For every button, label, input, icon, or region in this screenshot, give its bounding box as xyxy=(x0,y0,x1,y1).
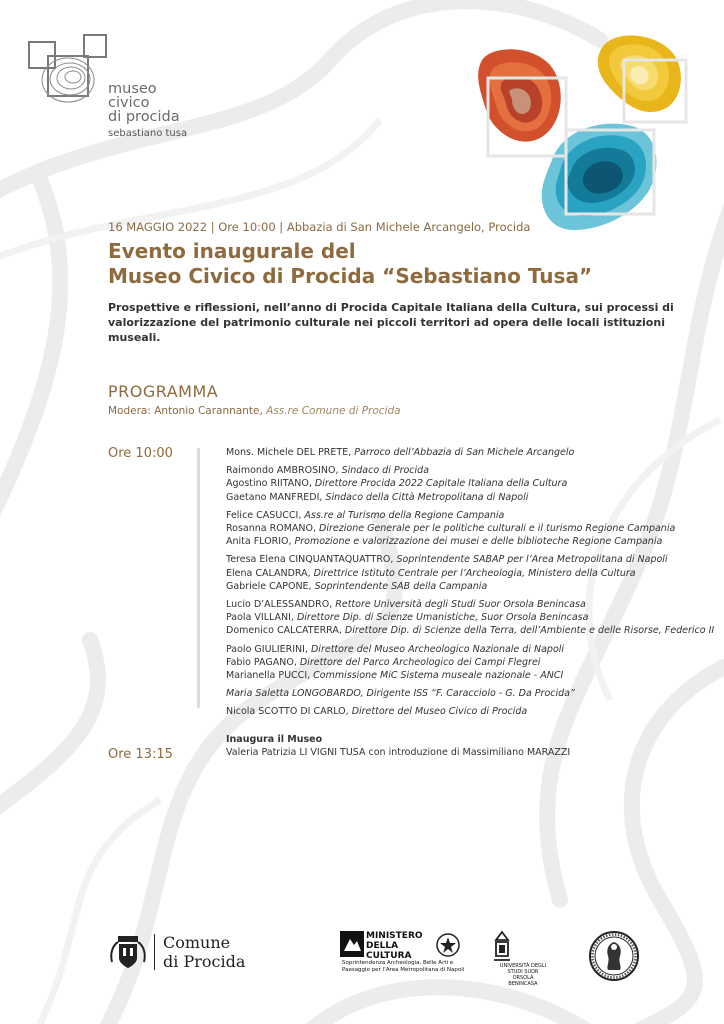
speaker-role: Sindaco della Città Metropolitana di Napoli xyxy=(325,491,529,503)
speaker-name: Fabio PAGANO, xyxy=(226,656,300,668)
speaker-role: Direttore Dip. di Scienze della Terra, dell’Ambiente e delle Risorse, Federico II xyxy=(344,625,715,637)
logo-line: di procida xyxy=(108,109,180,125)
timeline-divider xyxy=(197,448,200,708)
speaker-row xyxy=(226,656,706,669)
speaker-group xyxy=(226,643,706,683)
speaker-role: Direttrice Istituto Centrale per l’Archeologia, Ministero della Cultura xyxy=(313,567,636,579)
program-heading: PROGRAMMA xyxy=(108,382,219,401)
speaker-row xyxy=(226,509,706,522)
speaker-row xyxy=(226,464,706,477)
speaker-name: Paolo GIULIERINI, xyxy=(226,643,311,655)
speaker-name: Nicola SCOTTO DI CARLO, xyxy=(226,706,352,718)
ministero-line: DELLA xyxy=(366,941,399,951)
speaker-row xyxy=(226,522,706,535)
speaker-role: Promozione e valorizzazione dei musei e delle biblioteche Regione Campania xyxy=(294,536,663,548)
speaker-role: Direttore del Museo Civico di Procida xyxy=(351,706,528,718)
museum-logo-icon xyxy=(28,34,108,110)
speaker-group xyxy=(226,509,706,549)
speaker-row xyxy=(226,446,706,459)
speaker-role: Direzione Generale per le politiche culturali e il turismo Regione Campania xyxy=(319,523,676,535)
speaker-name: Anita FLORIO, xyxy=(226,536,295,548)
comune-logo-text xyxy=(163,933,245,971)
event-title-line: Museo Civico di Procida “Sebastiano Tusa” xyxy=(108,264,593,288)
speaker-name: Elena CALANDRA, xyxy=(226,567,314,579)
speaker-row xyxy=(226,669,706,682)
speaker-name: Raimondo AMBROSINO, xyxy=(226,465,342,477)
university-emblem-icon xyxy=(490,930,514,962)
time-start: Ore 10:00 xyxy=(108,446,173,461)
speaker-name: Felice CASUCCI, xyxy=(226,509,305,521)
speaker-role: Ass.re al Turismo della Regione Campania xyxy=(304,509,505,521)
comune-line: di Procida xyxy=(163,952,246,971)
speaker-name: Mons. Michele DEL PRETE, xyxy=(226,447,355,458)
comune-line: Comune xyxy=(163,933,231,952)
speaker-role: Commissione MiC Sistema museale nazionale - ANCI xyxy=(313,670,564,682)
moderator-label: Modera: Antonio Carannante, xyxy=(108,405,267,417)
speaker-group xyxy=(226,705,706,718)
ministero-logo-text xyxy=(366,931,423,961)
speaker-role: Sindaco di Procida xyxy=(341,465,430,477)
moderator-role: Ass.re Comune di Procida xyxy=(266,405,401,417)
ministero-line: CULTURA xyxy=(366,951,412,961)
speaker-name: Gabriele CAPONE, xyxy=(226,580,315,592)
speaker-row xyxy=(226,598,706,611)
speaker-row xyxy=(226,477,706,490)
soprintendenza-text: Soprintendenza Archeologia, Belle Arti e Paesaggio per l’Area Metropolitana di Napoli xyxy=(342,960,465,973)
contour-artwork-icon xyxy=(462,30,694,240)
logo-line: civico xyxy=(108,95,150,111)
logo-subtitle: sebastiano tusa xyxy=(108,128,188,139)
speaker-list xyxy=(226,446,715,724)
speaker-row xyxy=(226,643,706,656)
speaker-name: Rosanna ROMANO, xyxy=(226,523,320,535)
speaker-name: Marianella PUCCI, xyxy=(226,670,314,682)
speaker-row xyxy=(226,611,706,624)
event-title xyxy=(108,239,592,289)
museum-logo-text xyxy=(108,82,180,124)
logo-line: museo xyxy=(108,81,157,97)
speaker-role: Soprintendente SAB della Campania xyxy=(314,580,488,592)
speaker-name: Gaetano MANFREDI, xyxy=(226,491,326,503)
speaker-role: Direttore Procida 2022 Capitale Italiana della Cultura xyxy=(314,478,568,490)
event-intro: Prospettive e riflessioni, nell’anno di Procida Capitale Italiana della Cultura, sui processi di valorizzazione del patrimonio culturale nei piccoli territori ad opera delle locali istituzioni museali. xyxy=(108,301,674,344)
speaker-row xyxy=(226,580,706,593)
speaker-role: Direttore del Museo Archeologico Nazionale di Napoli xyxy=(310,643,565,655)
speaker-group xyxy=(226,464,706,504)
speaker-group xyxy=(226,687,706,700)
comune-crest-icon xyxy=(108,932,148,970)
speaker-row xyxy=(226,491,706,504)
speaker-row xyxy=(226,567,706,580)
speaker-row xyxy=(226,705,706,718)
time-end: Ore 13:15 xyxy=(108,747,173,762)
speaker-name: Lucio D’ALESSANDRO, xyxy=(226,599,336,611)
speaker-role: Rettore Università degli Studi Suor Orsola Benincasa xyxy=(335,599,586,611)
speaker-group xyxy=(226,446,706,459)
university-text: UNIVERSITÀ DEGLI STUDI SUOR ORSOLA BENINCASA xyxy=(499,963,547,987)
speaker-name: Paola VILLANI, xyxy=(226,612,297,624)
speaker-row xyxy=(226,553,706,566)
speaker-role: Direttore Dip. di Scienze Umanistiche, Suor Orsola Benincasa xyxy=(296,612,589,624)
closing-text: Valeria Patrizia LI VIGNI TUSA con introduzione di Massimiliano MARAZZI xyxy=(226,747,571,758)
speaker-row xyxy=(226,535,706,548)
footer-divider xyxy=(154,934,155,970)
speaker-row xyxy=(226,687,706,700)
ministero-logo-icon xyxy=(340,931,364,957)
event-title-line: Evento inaugurale del xyxy=(108,239,356,263)
speaker-name: Agostino RIITANO, xyxy=(226,478,315,490)
event-date-line: 16 MAGGIO 2022 | Ore 10:00 | Abbazia di San Michele Arcangelo, Procida xyxy=(108,220,531,234)
speaker-name: Domenico CALCATERRA, xyxy=(226,625,345,637)
speaker-group xyxy=(226,598,715,638)
program-moderator xyxy=(108,405,401,417)
speaker-name: Teresa Elena CINQUANTAQUATTRO, xyxy=(226,554,397,566)
university-seal-icon xyxy=(588,930,640,982)
closing-label: Inaugura il Museo xyxy=(226,734,323,745)
speaker-role: Parroco dell’Abbazia di San Michele Arcangelo xyxy=(354,447,575,458)
speaker-row xyxy=(226,624,715,637)
speaker-role: Direttore del Parco Archeologico dei Campi Flegrei xyxy=(299,656,541,668)
speaker-role: Maria Saletta LONGOBARDO, Dirigente ISS “F. Caracciolo - G. Da Procida” xyxy=(226,688,575,700)
speaker-group xyxy=(226,553,706,593)
ministero-line: MINISTERO xyxy=(366,931,423,941)
republic-emblem-icon xyxy=(436,933,460,957)
speaker-role: Soprintendente SABAP per l’Area Metropolitana di Napoli xyxy=(396,554,668,566)
